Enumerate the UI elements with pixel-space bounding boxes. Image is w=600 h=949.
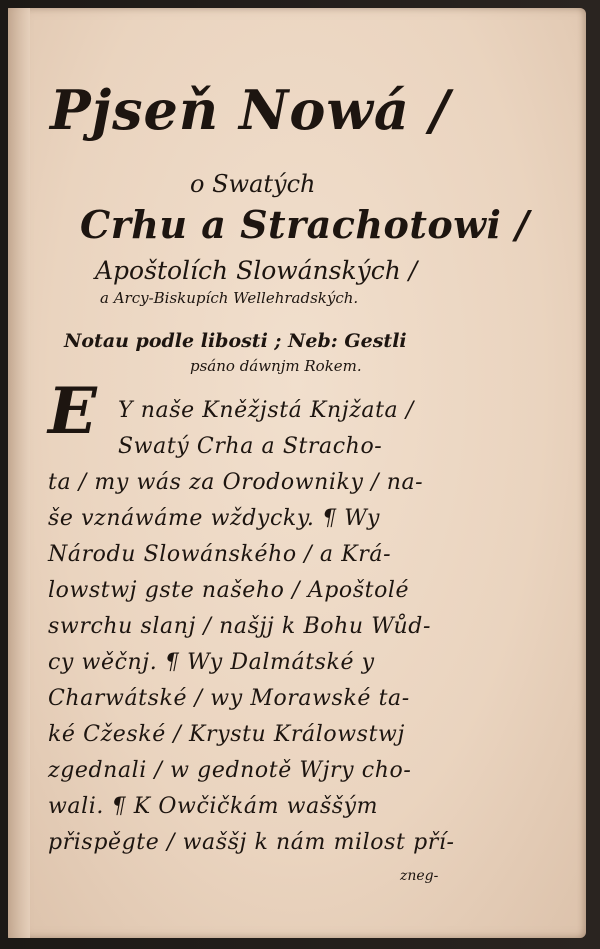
catchword: zneg- bbox=[400, 868, 439, 884]
verse-line: swrchu slanj / našjj k Bohu Wůd- bbox=[48, 614, 432, 639]
book-gutter bbox=[8, 8, 30, 938]
verse-line: ké Cžeské / Krystu Králowstwj bbox=[48, 722, 405, 747]
tune-line-1: Notau podle libosti ; Neb: Gestli bbox=[64, 330, 407, 352]
verse-line: zgednali / w gednotě Wjry cho- bbox=[48, 758, 412, 783]
verse-line: Swatý Crha a Stracho- bbox=[118, 434, 383, 459]
verse-line: Y naše Kněžjstá Knjžata / bbox=[118, 398, 414, 423]
subtitle-line-4: a Arcy-Biskupích Wellehradských. bbox=[100, 289, 359, 307]
verse-line: Národu Slowánského / a Krá- bbox=[48, 542, 392, 567]
page-title: Pjseň Nowá / bbox=[50, 78, 451, 142]
tune-line-2: psáno dáwnjm Rokem. bbox=[190, 357, 362, 375]
subtitle-line-3: Apoštolích Slowánských / bbox=[95, 256, 418, 285]
verse-line: cy wěčnj. ¶ Wy Dalmátské y bbox=[48, 650, 375, 675]
verse-line: wali. ¶ K Owčičkám waššým bbox=[48, 794, 379, 819]
verse-line: přispěgte / waššj k nám milost pří- bbox=[48, 830, 455, 855]
subtitle-line-1: o Swatých bbox=[190, 170, 316, 198]
verse-line: ta / my wás za Orodowniky / na- bbox=[48, 470, 424, 495]
drop-cap: E bbox=[48, 374, 97, 449]
verse-line: lowstwj gste našeho / Apoštolé bbox=[48, 578, 410, 603]
verse-line: še vznáwáme wždycky. ¶ Wy bbox=[48, 506, 381, 531]
verse-line: Charwátské / wy Morawské ta- bbox=[48, 686, 410, 711]
subtitle-line-2: Crhu a Strachotowi / bbox=[80, 202, 530, 247]
